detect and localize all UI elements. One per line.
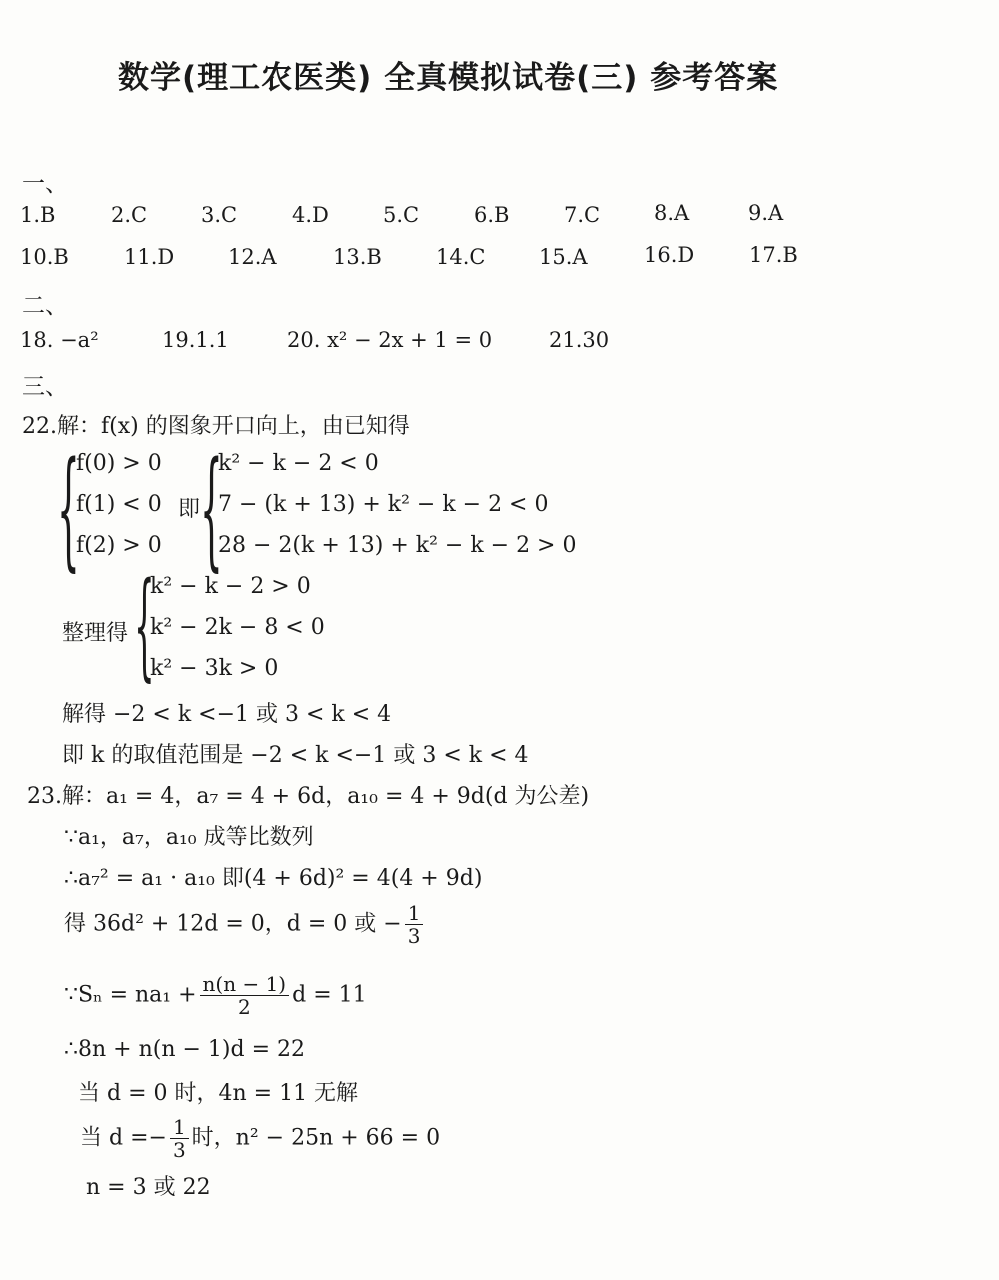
q23-line-1: 23.解：a₁ = 4，a₇ = 4 + 6d，a₁₀ = 4 + 9d(d 为公差) <box>27 784 590 809</box>
q23-line-8-pre: 当 d =− <box>80 1125 167 1151</box>
answer-8: 8.A <box>654 201 690 225</box>
q22-solve: 解得 −2 < k <−1 或 3 < k < 4 <box>62 702 392 727</box>
q22-intro: 22.解：f(x) 的图象开口向上，由已知得 <box>22 414 410 439</box>
answer-10: 10.B <box>20 245 69 269</box>
answer-5: 5.C <box>383 203 420 227</box>
page-title: 数学(理工农医类) 全真模拟试卷(三) 参考答案 <box>118 60 779 96</box>
q22-simplified-2: k² − 2k − 8 < 0 <box>150 615 325 640</box>
answer-9: 9.A <box>748 201 784 225</box>
q23-line-5 <box>64 973 367 1018</box>
answer-16: 16.D <box>644 243 695 267</box>
answer-20: 20. x² − 2x + 1 = 0 <box>287 328 493 352</box>
brace-zheng: { <box>134 558 155 693</box>
answer-3: 3.C <box>201 203 238 227</box>
answer-19: 19.1.1 <box>162 328 229 352</box>
brace-right: { <box>200 435 223 584</box>
q23-line-9: n = 3 或 22 <box>86 1175 211 1200</box>
q22-cond-2: f(1) < 0 <box>76 492 162 517</box>
q23-line-7: 当 d = 0 时，4n = 11 无解 <box>78 1081 359 1106</box>
q23-line-8 <box>80 1116 440 1161</box>
answer-12: 12.A <box>228 245 277 269</box>
q22-cond-3: f(2) > 0 <box>76 533 162 558</box>
answer-11: 11.D <box>124 245 175 269</box>
q23-line-6: ∴8n + n(n − 1)d = 22 <box>64 1037 306 1062</box>
answer-13: 13.B <box>333 245 382 269</box>
answer-1: 1.B <box>20 203 56 227</box>
section-3-heading: 三、 <box>22 374 68 400</box>
answer-7: 7.C <box>564 203 601 227</box>
q22-ineq-3: 28 − 2(k + 13) + k² − k − 2 > 0 <box>218 533 577 558</box>
q23-line-4-text: 得 36d² + 12d = 0，d = 0 或 − <box>64 911 402 937</box>
q22-ineq-2: 7 − (k + 13) + k² − k − 2 < 0 <box>218 492 549 517</box>
answer-2: 2.C <box>111 203 148 227</box>
q22-simplified-1: k² − k − 2 > 0 <box>150 574 311 599</box>
q23-line-8-post: 时，n² − 25n + 66 = 0 <box>191 1125 441 1151</box>
q22-simplified-3: k² − 3k > 0 <box>150 656 279 681</box>
q22-range: 即 k 的取值范围是 −2 < k <−1 或 3 < k < 4 <box>62 743 529 768</box>
q23-line-4 <box>64 902 426 947</box>
section-1-heading: 一、 <box>22 171 68 197</box>
fraction-one-third-2: $\frac{1}{3}$ <box>170 1116 189 1161</box>
q23-line-2: ∵a₁，a₇，a₁₀ 成等比数列 <box>64 825 314 850</box>
q23-line-5-pre: ∵Sₙ = na₁ + <box>64 982 197 1008</box>
section-2-heading: 二、 <box>22 293 68 319</box>
q22-cond-1: f(0) > 0 <box>76 451 162 476</box>
answer-21: 21.30 <box>549 328 610 352</box>
brace-left: { <box>57 435 80 584</box>
q23-line-5-post: d = 11 <box>292 982 367 1008</box>
fraction-one-third: $\frac{1}{3}$ <box>405 902 424 947</box>
answer-14: 14.C <box>436 245 486 269</box>
q23-line-3: ∴a₇² = a₁ · a₁₀ 即(4 + 6d)² = 4(4 + 9d) <box>64 866 483 891</box>
answer-15: 15.A <box>539 245 588 269</box>
q22-ineq-1: k² − k − 2 < 0 <box>218 451 379 476</box>
q22-zheng-label: 整理得 <box>62 621 129 646</box>
answer-18: 18. −a² <box>20 328 99 352</box>
answer-4: 4.D <box>292 203 329 227</box>
answer-17: 17.B <box>749 243 798 267</box>
answer-6: 6.B <box>474 203 510 227</box>
fraction-n-n-1-over-2: $\frac{n(n - 1)}{2}$ <box>200 973 290 1018</box>
q22-ji: 即 <box>178 497 201 522</box>
